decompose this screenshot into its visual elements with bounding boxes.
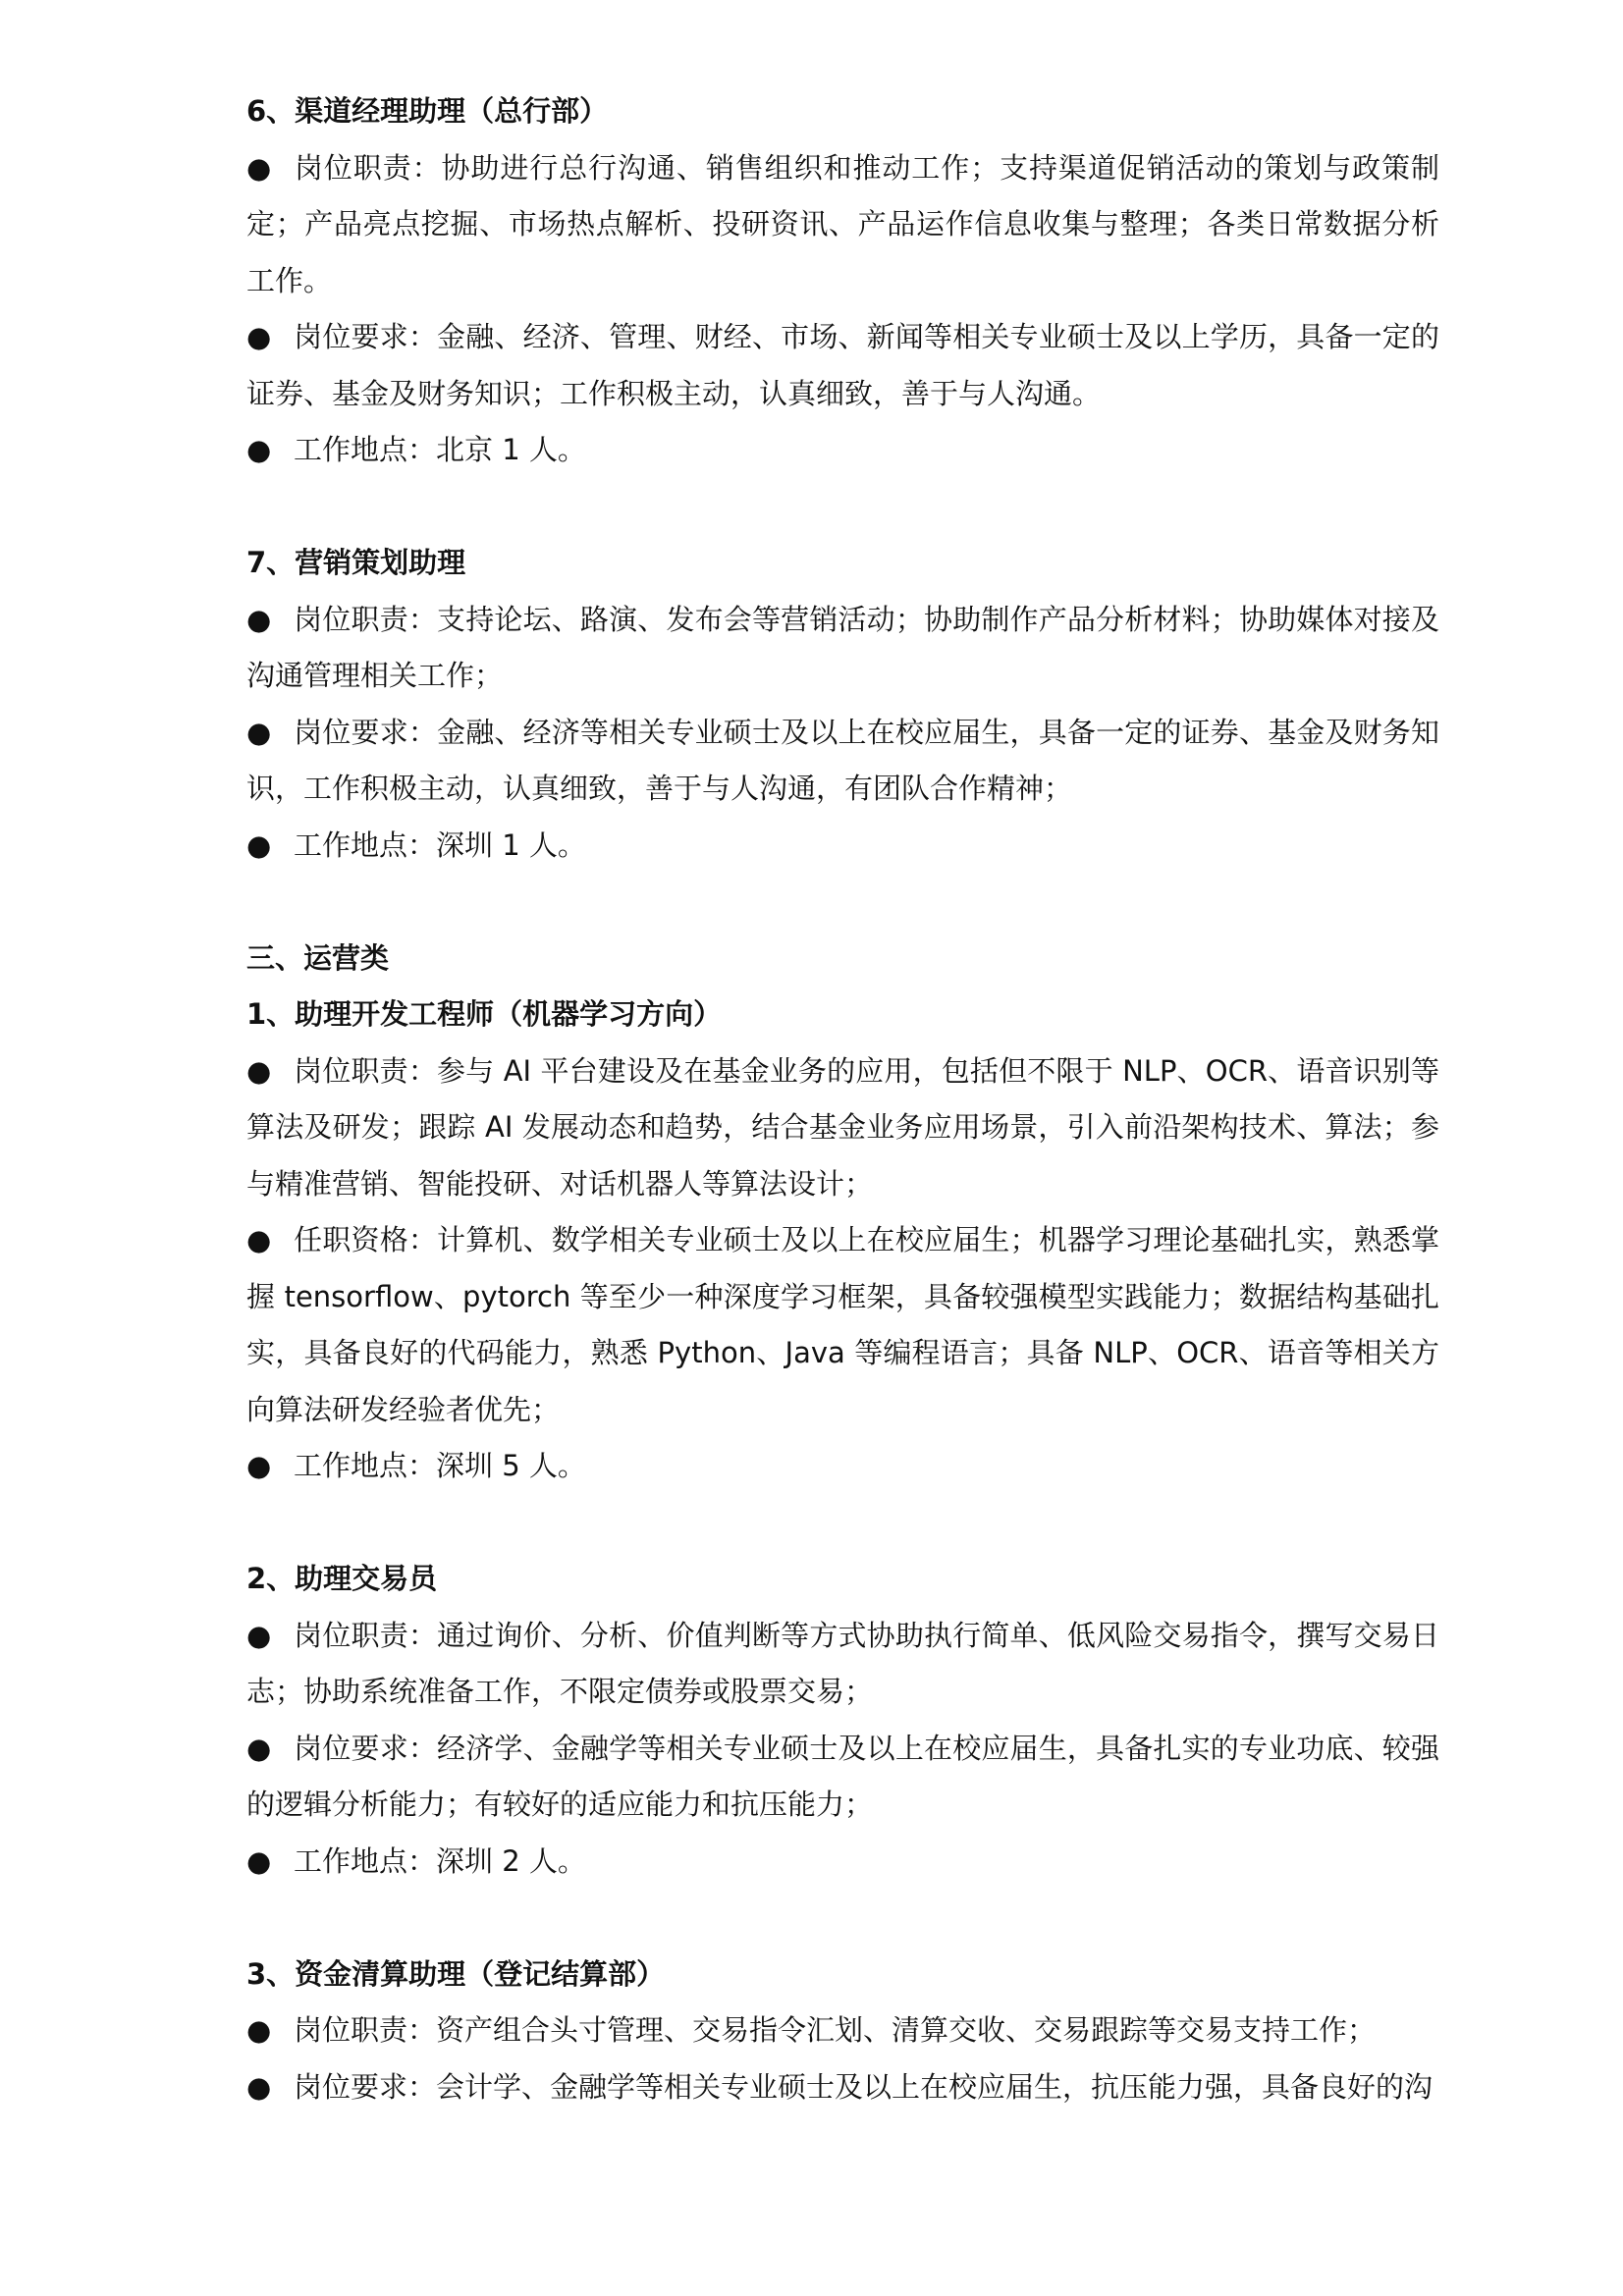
- list-item-text: 工作地点：北京 1 人。: [294, 433, 586, 466]
- list-item-text: 岗位要求：金融、经济、管理、财经、市场、新闻等相关专业硕士及以上学历，具备一定的证券、基金及财务知识；工作积极主动，认真细致，善于与人沟通。: [246, 320, 1439, 410]
- list-item-text: 岗位职责：通过询价、分析、价值判断等方式协助执行简单、低风险交易指令，撰写交易日志；协助系统准备工作，不限定债券或股票交易；: [246, 1618, 1439, 1708]
- section-heading: 3、资金清算助理（登记结算部）: [246, 1956, 666, 1991]
- list-item-text: 工作地点：深圳 1 人。: [294, 828, 586, 862]
- list-item-text: 任职资格：计算机、数学相关专业硕士及以上在校应届生；机器学习理论基础扎实，熟悉掌握 tensorflow、pytorch 等至少一种深度学习框架，具备较强模型实践能力；数据结构基础扎实，具备良好的代码能力，熟悉 Python、Java 等编程语言；具备 NLP、OCR、语音等相关方向算法研发经验者优先；: [246, 1223, 1439, 1426]
- section-heading: 2、助理交易员: [246, 1562, 438, 1595]
- list-item: [246, 1721, 1439, 1834]
- list-item: [246, 1212, 1439, 1438]
- list-item: [246, 2059, 1439, 2116]
- list-item-text: 工作地点：深圳 5 人。: [294, 1449, 586, 1482]
- list-item: [246, 140, 1439, 310]
- list-item-text: 岗位要求：金融、经济等相关专业硕士及以上在校应届生，具备一定的证券、基金及财务知识，工作积极主动，认真细致，善于与人沟通，有团队合作精神；: [246, 715, 1439, 805]
- list-item: [246, 422, 1439, 479]
- list-item: [246, 309, 1439, 422]
- category-heading: 三、运营类: [246, 940, 390, 975]
- section-heading: 6、渠道经理助理（总行部）: [246, 94, 609, 128]
- document-body: [246, 83, 1439, 2115]
- bullet-icon: ●: [246, 1843, 272, 1878]
- bullet-icon: ●: [246, 2069, 272, 2104]
- bullet-icon: ●: [246, 320, 272, 353]
- list-item: [246, 592, 1439, 705]
- bullet-icon: ●: [246, 1618, 272, 1652]
- list-item: [246, 1834, 1439, 1891]
- bullet-icon: ●: [246, 150, 272, 185]
- spacer: [246, 1890, 1439, 1947]
- list-item-text: 岗位职责：参与 AI 平台建设及在基金业务的应用，包括但不限于 NLP、OCR、语音识别等算法及研发；跟踪 AI 发展动态和趋势，结合基金业务应用场景，引入前沿架构技术、算法；参与精准营销、智能投研、对话机器人等算法设计；: [246, 1053, 1439, 1201]
- bullet-icon: ●: [246, 1223, 272, 1256]
- list-item: [246, 705, 1439, 818]
- bullet-icon: ●: [246, 2013, 272, 2047]
- section-heading: 7、营销策划助理: [246, 546, 466, 579]
- section-heading: 1、助理开发工程师（机器学习方向）: [246, 997, 723, 1031]
- list-item: [246, 1438, 1439, 1495]
- list-item: [246, 1608, 1439, 1721]
- bullet-icon: ●: [246, 433, 272, 466]
- bullet-icon: ●: [246, 1053, 272, 1088]
- spacer: [246, 1495, 1439, 1552]
- bullet-icon: ●: [246, 602, 272, 636]
- list-item: [246, 818, 1439, 875]
- list-item: [246, 1043, 1439, 1213]
- bullet-icon: ●: [246, 1731, 272, 1765]
- spacer: [246, 479, 1439, 536]
- bullet-icon: ●: [246, 715, 272, 749]
- list-item-text: 岗位职责：协助进行总行沟通、销售组织和推动工作；支持渠道促销活动的策划与政策制定；产品亮点挖掘、市场热点解析、投研资讯、产品运作信息收集与整理；各类日常数据分析工作。: [246, 150, 1439, 297]
- bullet-icon: ●: [246, 1449, 272, 1482]
- list-item-text: 岗位要求：会计学、金融学等相关专业硕士及以上在校应届生，抗压能力强，具备良好的沟: [294, 2069, 1434, 2104]
- list-item-text: 岗位要求：经济学、金融学等相关专业硕士及以上在校应届生，具备扎实的专业功底、较强的逻辑分析能力；有较好的适应能力和抗压能力；: [246, 1731, 1439, 1821]
- list-item-text: 岗位职责：资产组合头寸管理、交易指令汇划、清算交收、交易跟踪等交易支持工作；: [294, 2013, 1377, 2047]
- list-item: [246, 2002, 1439, 2059]
- list-item-text: 工作地点：深圳 2 人。: [294, 1843, 586, 1878]
- list-item-text: 岗位职责：支持论坛、路演、发布会等营销活动；协助制作产品分析材料；协助媒体对接及沟通管理相关工作；: [246, 602, 1439, 692]
- bullet-icon: ●: [246, 828, 272, 862]
- spacer: [246, 874, 1439, 931]
